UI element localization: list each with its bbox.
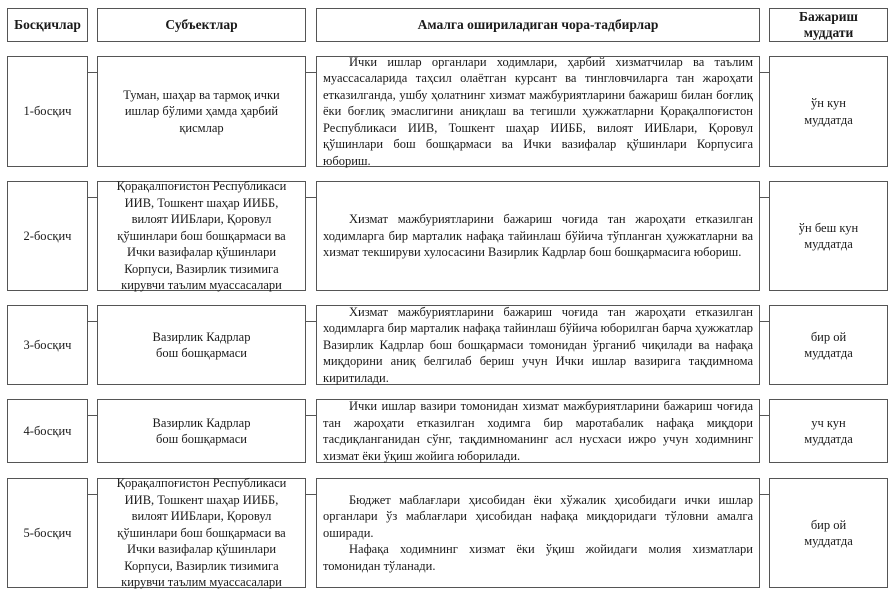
stage-label: 2-босқич bbox=[23, 228, 72, 243]
connector bbox=[760, 415, 769, 416]
header-stages bbox=[7, 8, 88, 42]
connector bbox=[306, 494, 316, 495]
action-paragraph: Хизмат мажбуриятларини бажариш чоғида тан жароҳати етказилган ходимларга бир марталик нафақа тайинлаш бўйича юборилган барча ҳужжатлар Вазирлик Кадрлар бош бошқармаси томонидан ўрганиб чиқилади ва нафақа миқдорини аниқ белгилаб бериш учун Ички ишлар вазирига тақдимнома киритилади. bbox=[323, 304, 753, 385]
connector bbox=[88, 321, 97, 322]
stage-box-3 bbox=[7, 305, 88, 385]
connector bbox=[306, 415, 316, 416]
action-paragraph: Бюджет маблағлари ҳисобидан ёки хўжалик ҳисобидаги ички ишлар органлари ўз маблағлари ҳисобидан нафақа миқдоридаги тўловни амалга оширади. bbox=[323, 492, 753, 540]
stage-box-4 bbox=[7, 399, 88, 463]
connector bbox=[306, 197, 316, 198]
action-paragraph: Нафақа ходимнинг хизмат ёки ўқиш жойидаги молия хизматлари томонидан тўланади. bbox=[323, 542, 753, 573]
connector bbox=[306, 321, 316, 322]
deadline-box-2 bbox=[769, 181, 888, 291]
stage-label: 3-босқич bbox=[23, 337, 72, 352]
subject-box-1 bbox=[97, 56, 306, 167]
deadline-box-4 bbox=[769, 399, 888, 463]
header-deadline-label: Бажариш муддати bbox=[799, 9, 858, 40]
stage-box-1 bbox=[7, 56, 88, 167]
deadline-label: бир ой муддатда bbox=[804, 329, 853, 360]
connector bbox=[306, 72, 316, 73]
header-subjects bbox=[97, 8, 306, 42]
deadline-box-1 bbox=[769, 56, 888, 167]
connector bbox=[760, 494, 769, 495]
deadline-label: ўн кун муддатда bbox=[804, 96, 853, 127]
stage-label: 5-босқич bbox=[23, 525, 72, 540]
connector bbox=[88, 415, 97, 416]
connector bbox=[760, 321, 769, 322]
stage-label: 4-босқич bbox=[23, 423, 72, 438]
action-paragraph: Хизмат мажбуриятларини бажариш чоғида тан жароҳати етказилган ходимларга бир марталик нафақа тайинлаш бўйича тўпланган ҳужжатларни ва хизмат текшируви хулосасини Вазирлик Кадрлар бош бошқармасига юбориш. bbox=[323, 212, 753, 260]
action-box-4 bbox=[316, 399, 760, 463]
connector bbox=[88, 72, 97, 73]
deadline-label: ўн беш кун муддатда bbox=[798, 220, 859, 251]
stage-box-2 bbox=[7, 181, 88, 291]
action-paragraph: Ички ишлар вазири томонидан хизмат мажбуриятларини бажариш чоғида тан жароҳати етказилган ходимга бир маротабалик нафақа миқдори тасдиқланганидан сўнг, тақдимноманинг асл нусхаси ижро учун ходимнинг хизмат ёки ўқиш жойига юборилади. bbox=[323, 399, 753, 463]
connector bbox=[760, 72, 769, 73]
stage-label: 1-босқич bbox=[23, 104, 72, 119]
header-subjects-label: Субъектлар bbox=[165, 17, 238, 32]
connector bbox=[760, 197, 769, 198]
subject-box-3 bbox=[97, 305, 306, 385]
subject-label: Қорақалпоғистон Республикаси ИИВ, Тошкент шаҳар ИИББ, вилоят ИИБлари, Қоровул қўшинлари бош бошқармаси ва Ички вазифалар қўшинлари Корпуси, Вазирлик тизимига кирувчи таълим муассасалари bbox=[116, 476, 287, 590]
subject-box-4 bbox=[97, 399, 306, 463]
header-stages-label: Босқичлар bbox=[14, 17, 81, 32]
action-box-3 bbox=[316, 305, 760, 385]
action-paragraph: Ички ишлар органлари ходимлари, ҳарбий хизматчилар ва таълим муассасаларида таҳсил олаётган курсант ва тингловчиларга тан жароҳати етказилганда, ушбу ҳолатнинг хизмат мажбуриятларини бажариш билан боғлиқ ёки боғлиқ эмаслигини аниқлаш ва тегишли ҳужжатларни Қорақалпоғистон Республикаси ИИВ, Тошкент шаҳар ИИББ, вилоят ИИБлари, Қоровул қўшинлари бош бошқармаси ва Ички вазифалар қўшинлари Корпусига юбориш. bbox=[323, 54, 753, 168]
header-deadline bbox=[769, 8, 888, 42]
deadline-label: уч кун муддатда bbox=[804, 415, 853, 446]
stage-box-5 bbox=[7, 478, 88, 588]
subject-label: Вазирлик Кадрлар бош бошқармаси bbox=[152, 415, 251, 446]
deadline-box-3 bbox=[769, 305, 888, 385]
connector bbox=[88, 197, 97, 198]
subject-label: Вазирлик Кадрлар бош бошқармаси bbox=[152, 329, 251, 360]
header-actions bbox=[316, 8, 760, 42]
subject-box-5 bbox=[97, 478, 306, 588]
deadline-box-5 bbox=[769, 478, 888, 588]
connector bbox=[88, 494, 97, 495]
action-box-5 bbox=[316, 478, 760, 588]
action-box-2 bbox=[316, 181, 760, 291]
subject-box-2 bbox=[97, 181, 306, 291]
subject-label: Туман, шаҳар ва тармоқ ички ишлар бўлими ҳамда ҳарбий қисмлар bbox=[123, 87, 280, 135]
action-box-1 bbox=[316, 56, 760, 167]
subject-label: Қорақалпоғистон Республикаси ИИВ, Тошкент шаҳар ИИББ, вилоят ИИБлари, Қоровул қўшинлари бош бошқармаси ва Ички вазифалар қўшинлари Корпуси, Вазирлик тизимига кирувчи таълим муассасалари bbox=[116, 179, 287, 293]
header-actions-label: Амалга ошириладиган чора-тадбирлар bbox=[417, 17, 659, 32]
deadline-label: бир ой муддатда bbox=[804, 517, 853, 548]
